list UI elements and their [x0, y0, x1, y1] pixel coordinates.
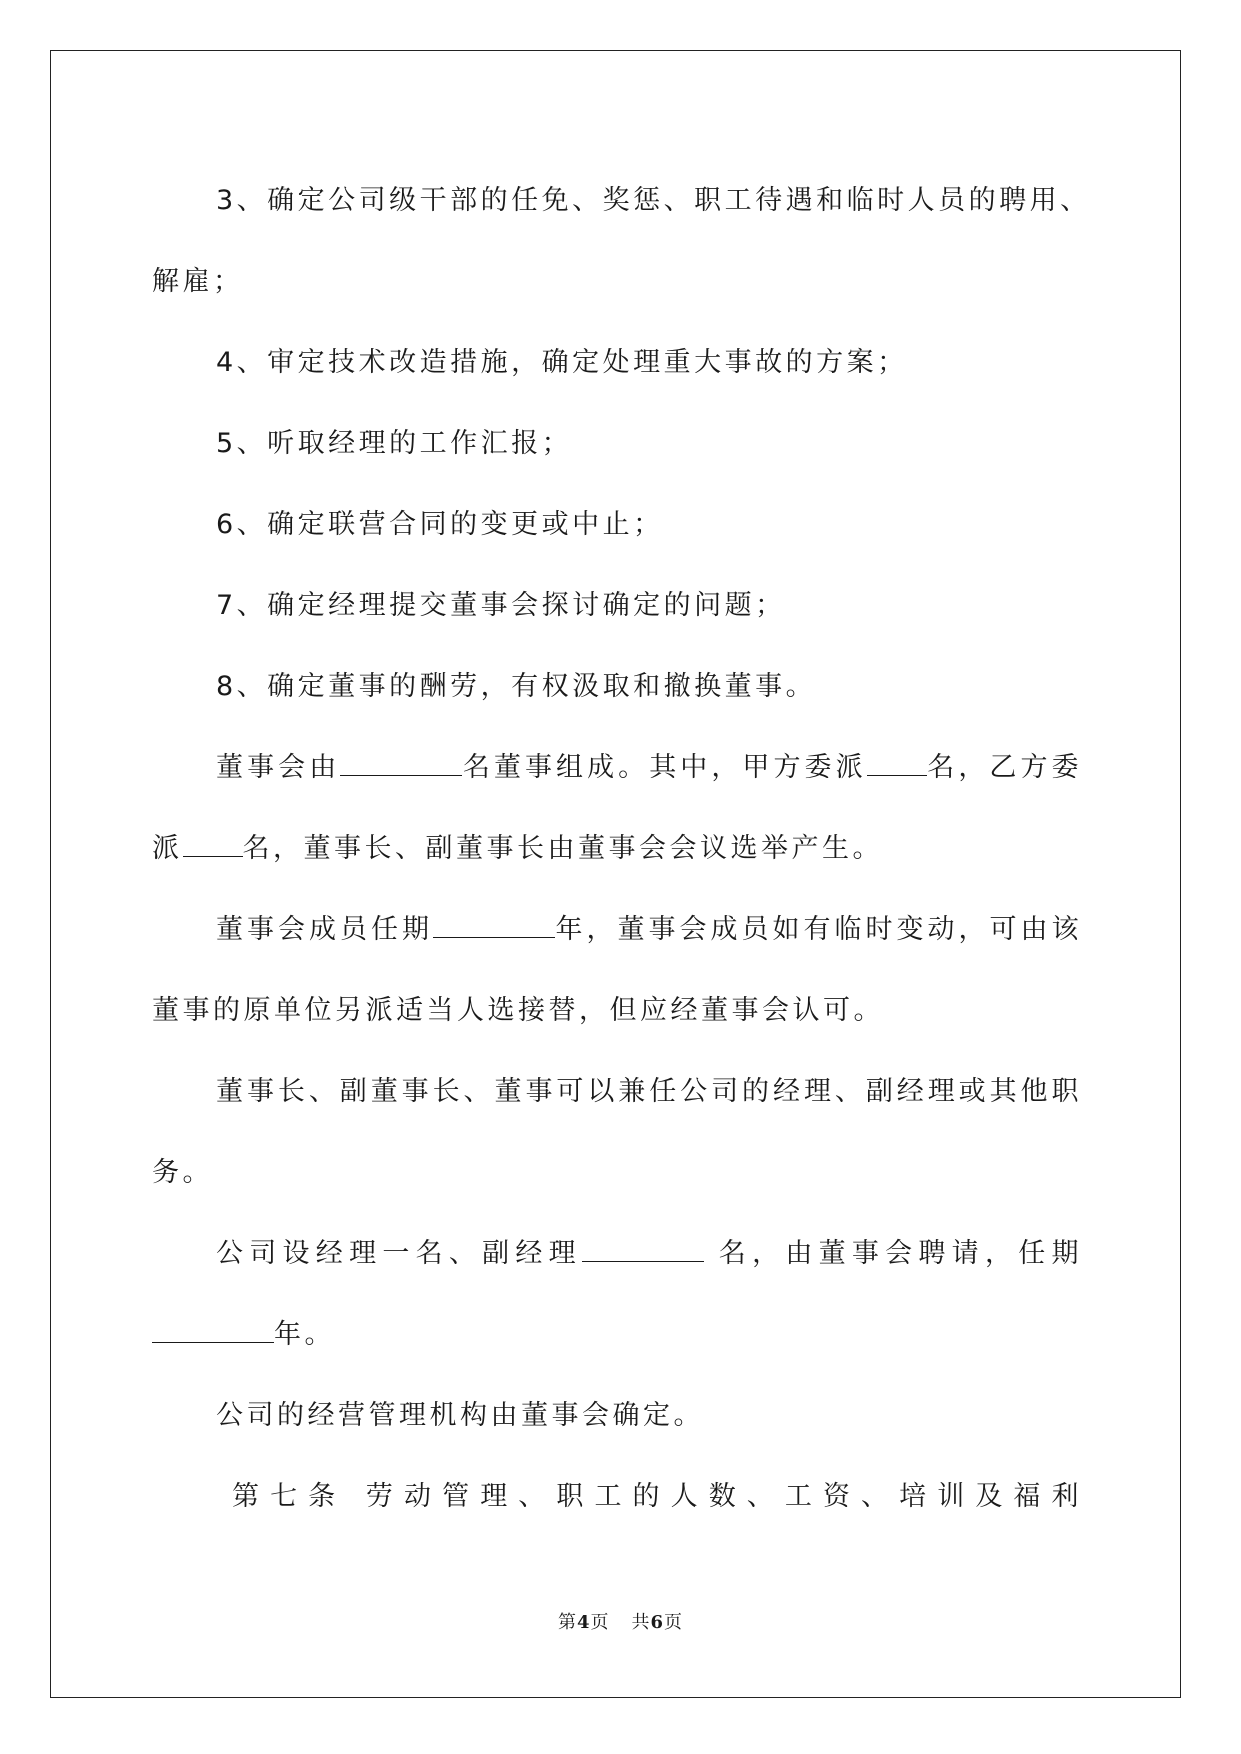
text-segment: 名，由董事会聘请，任期 — [703, 1238, 1082, 1269]
text-segment: 年。 — [274, 1319, 335, 1350]
fill-blank[interactable] — [867, 753, 927, 776]
paragraph-item-4: 4、审定技术改造措施，确定处理重大事故的方案； — [216, 347, 908, 378]
fill-blank[interactable] — [152, 1320, 274, 1343]
paragraph-manager-continued — [152, 1294, 1082, 1375]
total-pages-number: 6 — [650, 1612, 665, 1633]
text-segment: 公司设经理一名、副经理 — [216, 1238, 582, 1269]
paragraph-board-composition-continued — [152, 808, 1082, 889]
fill-blank[interactable] — [183, 834, 243, 857]
text-segment: 董事会由 — [216, 752, 341, 783]
text-segment: 年，董事会成员如有临时变动，可由该 — [555, 914, 1082, 945]
paragraph-manager — [152, 1213, 1082, 1294]
paragraph-item-3-continued: 解雇； — [152, 266, 244, 297]
current-page-number: 4 — [576, 1612, 591, 1633]
paragraph-item-3: 3、确定公司级干部的任免、奖惩、职工待遇和临时人员的聘用、 — [216, 185, 1091, 216]
paragraph-item-8: 8、确定董事的酬劳，有权汲取和撤换董事。 — [216, 671, 817, 702]
document-body — [152, 160, 1091, 1537]
paragraph-board-term-continued: 董事的原单位另派适当人选接替，但应经董事会认可。 — [152, 995, 884, 1026]
footer-total-prefix: 共 — [631, 1612, 651, 1633]
paragraph-item-5: 5、听取经理的工作汇报； — [216, 428, 573, 459]
paragraph-item-6: 6、确定联营合同的变更或中止； — [216, 509, 664, 540]
paragraph-board-term — [152, 889, 1082, 970]
footer-page-word: 页 — [590, 1612, 610, 1633]
fill-blank[interactable] — [340, 753, 462, 776]
paragraph-concurrent-posts-continued: 务。 — [152, 1157, 213, 1188]
footer-total-suffix: 页 — [664, 1612, 684, 1633]
article-7-heading: 第七条 劳动管理、职工的人数、工资、培训及福利 — [232, 1481, 1082, 1512]
page-footer — [0, 1608, 1241, 1634]
paragraph-management-org: 公司的经营管理机构由董事会确定。 — [216, 1400, 704, 1431]
text-segment: 名董事组成。其中，甲方委派 — [462, 752, 867, 783]
fill-blank[interactable] — [433, 915, 555, 938]
paragraph-board-composition — [152, 727, 1082, 808]
text-segment: 派 — [152, 833, 183, 864]
text-segment: 名，董事长、副董事长由董事会会议选举产生。 — [242, 833, 883, 864]
text-segment: 名，乙方委 — [926, 752, 1083, 783]
footer-prefix: 第 — [557, 1612, 577, 1633]
text-segment: 董事会成员任期 — [216, 914, 433, 945]
paragraph-concurrent-posts: 董事长、副董事长、董事可以兼任公司的经理、副经理或其他职 — [216, 1076, 1082, 1107]
fill-blank[interactable] — [582, 1239, 704, 1262]
paragraph-item-7: 7、确定经理提交董事会探讨确定的问题； — [216, 590, 786, 621]
